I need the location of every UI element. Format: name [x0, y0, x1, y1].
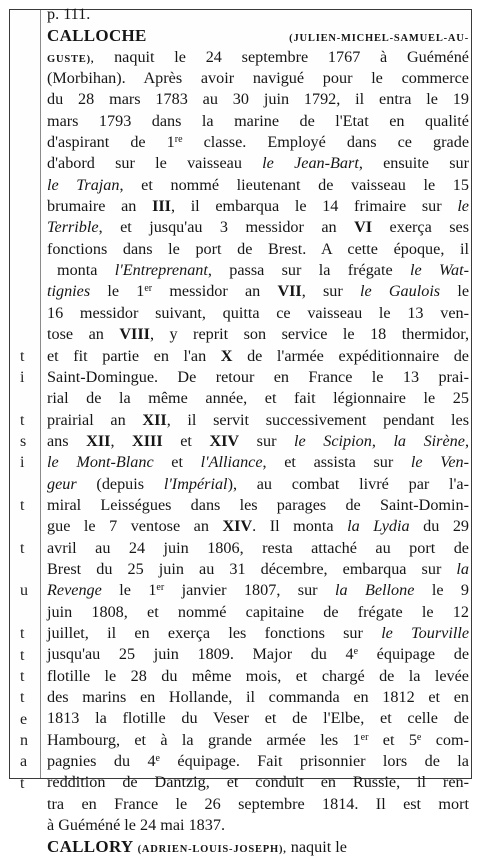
text-line — [47, 580, 469, 601]
text-run: VI — [354, 218, 373, 237]
text-run: GUSTE), — [47, 53, 95, 65]
text-line — [47, 687, 469, 708]
gutter-letter: t — [20, 497, 25, 515]
entry-given-names: (JULIEN-MICHEL-SAMUEL-AU- — [289, 33, 469, 45]
text-line — [47, 111, 469, 132]
text-run: VII — [277, 282, 302, 301]
text-run: sur — [239, 431, 295, 450]
column-rule — [40, 10, 41, 778]
text-line — [47, 452, 469, 473]
text-run: , passa sur la frégate — [207, 261, 410, 280]
text-run: III — [152, 197, 171, 216]
text-run: XIV — [209, 431, 240, 450]
gutter-letter: i — [20, 368, 25, 386]
text-run: l'Entreprenant — [114, 261, 208, 280]
text-run: rial de la même année, et fait légionnaire le 25 — [47, 389, 469, 408]
text-line — [47, 644, 469, 665]
gutter-letter: t — [20, 667, 25, 685]
text-line — [47, 367, 469, 388]
text-run: le — [457, 197, 469, 216]
gutter-letter: t — [20, 539, 25, 557]
text-line — [47, 388, 469, 409]
text-run: 1813 la flotille du Veser et de l'Elbe, et celle de — [47, 709, 469, 728]
text-run: du 29 — [409, 517, 469, 536]
text-run: le Jean-Bart — [262, 154, 359, 173]
gutter-letter: n — [20, 731, 28, 749]
text-run: , et assista sur — [262, 453, 411, 472]
text-run: classe. Employé dans ce grade — [182, 133, 469, 152]
document-frame — [9, 5, 472, 857]
text-line — [47, 217, 469, 238]
text-run: exerça ses — [372, 218, 469, 237]
text-run: , sur — [301, 282, 360, 301]
text-line — [47, 132, 469, 153]
gutter-letter: e — [20, 710, 28, 728]
text-run: et — [162, 431, 210, 450]
superscript: e — [353, 646, 359, 658]
text-run: juin 1808, et nommé capitaine de frégate le 12 — [47, 602, 469, 621]
text-run: l'Alliance — [200, 453, 263, 472]
text-line — [47, 559, 469, 580]
text-line — [47, 175, 469, 196]
text-run: , — [371, 431, 394, 450]
text-line — [47, 47, 469, 68]
text-run: monta — [57, 261, 115, 280]
text-line — [47, 239, 469, 260]
text-run: , et jusqu'au 3 messidor an — [98, 218, 355, 237]
text-line — [47, 324, 469, 345]
text-run: pagnies du 4 — [47, 752, 156, 771]
text-run: flotille le 28 du même mois, et chargé de la levée — [47, 666, 469, 685]
text-run: le Trajan — [47, 175, 120, 194]
superscript: e — [155, 753, 160, 765]
text-run: reddition de Dantzig, et conduit en Russie, il ren- — [47, 773, 469, 792]
text-run: miral Leisségues dans les parages de Saint-Domin- — [47, 495, 469, 514]
superscript: e — [416, 731, 422, 743]
text-line — [47, 303, 469, 324]
text-run: à Guéméné le 24 mai 1837. — [47, 816, 226, 835]
entry-text-column — [47, 4, 469, 858]
text-line — [47, 623, 469, 644]
next-entry-text: naquit le — [286, 838, 347, 857]
text-run: prairial an — [47, 410, 143, 429]
text-line — [47, 431, 469, 452]
text-run: l'Impérial — [163, 474, 228, 493]
text-run: X — [220, 346, 233, 365]
superscript: er — [156, 582, 165, 594]
text-line — [47, 730, 469, 751]
text-line — [47, 538, 469, 559]
text-line — [47, 346, 469, 367]
text-run: . Il monta — [252, 517, 348, 536]
text-run: XII — [142, 410, 167, 429]
text-run: XIII — [132, 431, 163, 450]
text-run: geur — [47, 474, 77, 493]
text-run: Hambourg, et à la grande armée les 1 — [47, 730, 361, 749]
text-run: brumaire an — [47, 197, 153, 216]
next-entry-given-names: (ADRIEN-LOUIS-JOSEPH), — [137, 844, 287, 856]
text-run: Revenge — [47, 581, 102, 600]
gutter-letter: t — [20, 625, 25, 643]
text-run: fonctions dans le port de Brest. A cette époque, il — [47, 239, 469, 258]
text-run: avril au 24 juin 1806, resta attaché au port de — [47, 538, 469, 557]
text-run: d'aspirant de 1 — [47, 133, 175, 152]
superscript: er — [360, 731, 369, 743]
next-entry-heading — [47, 836, 469, 857]
text-run: janvier 1807, sur — [164, 581, 335, 600]
text-line — [47, 153, 469, 174]
text-run: Saint-Domingue. De retour en France le 13 prai- — [47, 367, 469, 386]
text-run: tignies — [47, 282, 91, 301]
text-run: et fit partie en l'an — [47, 346, 221, 365]
text-run: le 9 — [414, 581, 470, 600]
text-run: ans — [47, 431, 87, 450]
text-line — [47, 196, 469, 217]
text-line — [47, 516, 469, 537]
text-run: , et nommé lieutenant de vaisseau le 15 — [119, 175, 469, 194]
entry-heading — [47, 25, 469, 46]
text-line — [47, 708, 469, 729]
text-line — [47, 666, 469, 687]
left-gutter — [10, 10, 40, 792]
text-line — [47, 495, 469, 516]
text-run: , il embarqua le 14 frimaire sur — [170, 197, 458, 216]
text-run: ), au combat livré par l'a- — [227, 474, 470, 493]
gutter-letter: u — [20, 582, 28, 600]
gutter-letter: a — [20, 753, 28, 771]
text-line — [47, 68, 469, 89]
text-run: (Morbihan). Après avoir navigué pour le commerce — [47, 69, 469, 88]
text-run: XIV — [222, 517, 253, 536]
text-line — [47, 89, 469, 110]
text-run: , il servit successivement pendant les — [166, 410, 470, 429]
text-run: XII — [86, 431, 111, 450]
text-run: du 28 mars 1783 au 30 juin 1792, il entra le 19 — [47, 90, 469, 109]
text-run: et — [153, 453, 201, 472]
text-run: le Tourville — [381, 623, 469, 642]
text-run: le Scipion — [294, 431, 372, 450]
text-run: mars 1793 dans la marine de l'Etat en qualité — [47, 111, 469, 130]
text-run: 16 messidor suivant, quitta ce vaisseau le 13 ven- — [47, 303, 469, 322]
text-run: la — [456, 559, 469, 578]
text-line — [47, 602, 469, 623]
gutter-letter: t — [20, 646, 25, 664]
text-line — [47, 815, 277, 836]
text-run: , — [110, 431, 133, 450]
text-run: le Wat- — [410, 261, 469, 280]
gutter-letter: t — [20, 774, 25, 792]
text-run: VIII — [119, 325, 150, 344]
text-run: et 5 — [368, 730, 417, 749]
text-line — [47, 474, 469, 495]
text-line — [47, 794, 469, 815]
text-run: des marins en Hollande, il commanda en 1812 et en — [47, 688, 469, 706]
text-line — [47, 772, 469, 793]
text-run: , — [464, 431, 469, 450]
text-run: d'abord sur le vaisseau — [47, 154, 263, 173]
text-run: de l'armée expéditionnaire de — [232, 346, 469, 365]
text-run: le Mont-Blanc — [47, 453, 154, 472]
gutter-letter: t — [20, 689, 25, 707]
text-run: tra en France le 26 septembre 1814. Il est mort — [47, 794, 469, 813]
text-run: le — [440, 282, 470, 301]
entry-surname: CALLOCHE — [47, 26, 147, 46]
text-line — [47, 410, 469, 431]
gutter-letter: s — [20, 433, 27, 450]
text-run: com- — [421, 730, 469, 749]
text-run: le Ven- — [410, 453, 470, 472]
text-run: jusqu'au 25 juin 1809. Major du 4 — [47, 645, 354, 664]
text-run: la Lydia — [347, 517, 410, 536]
gutter-letter: t — [20, 347, 25, 365]
text-run: messidor an — [152, 282, 278, 301]
text-run: tose an — [47, 325, 120, 344]
text-run: gue le 7 ventose an — [47, 517, 223, 536]
gutter-letter: t — [20, 411, 25, 429]
entry-body — [47, 47, 469, 837]
text-run: juillet, il en exerça les fonctions sur — [47, 623, 382, 642]
text-run: le 1 — [101, 581, 157, 600]
text-line — [47, 751, 469, 772]
text-run: Brest du 25 juin au 31 décembre, embarqua sur — [47, 559, 457, 578]
next-entry-surname: CALLORY — [47, 837, 134, 857]
text-run: la Bellone — [334, 581, 415, 600]
superscript: er — [144, 283, 153, 295]
superscript: re — [174, 134, 183, 146]
text-run: équipage de — [358, 645, 469, 664]
text-run: (depuis — [76, 474, 164, 493]
text-run: Terrible — [47, 218, 99, 237]
text-run: le 1 — [90, 282, 145, 301]
text-line — [47, 260, 469, 281]
page-number: p. 111. — [47, 5, 91, 23]
text-run: équipage. Fait prisonnier lors de la — [160, 752, 469, 771]
text-run: , y reprit son service le 18 thermidor, — [149, 325, 469, 344]
text-line — [47, 281, 469, 302]
text-run: naquit le 24 septembre 1767 à Guéméné — [94, 47, 469, 66]
page-label — [47, 4, 469, 25]
text-run: , ensuite sur — [358, 154, 469, 173]
text-run: la Sirène — [393, 431, 465, 450]
text-run: le Gaulois — [359, 282, 441, 301]
gutter-letter: i — [20, 454, 25, 472]
